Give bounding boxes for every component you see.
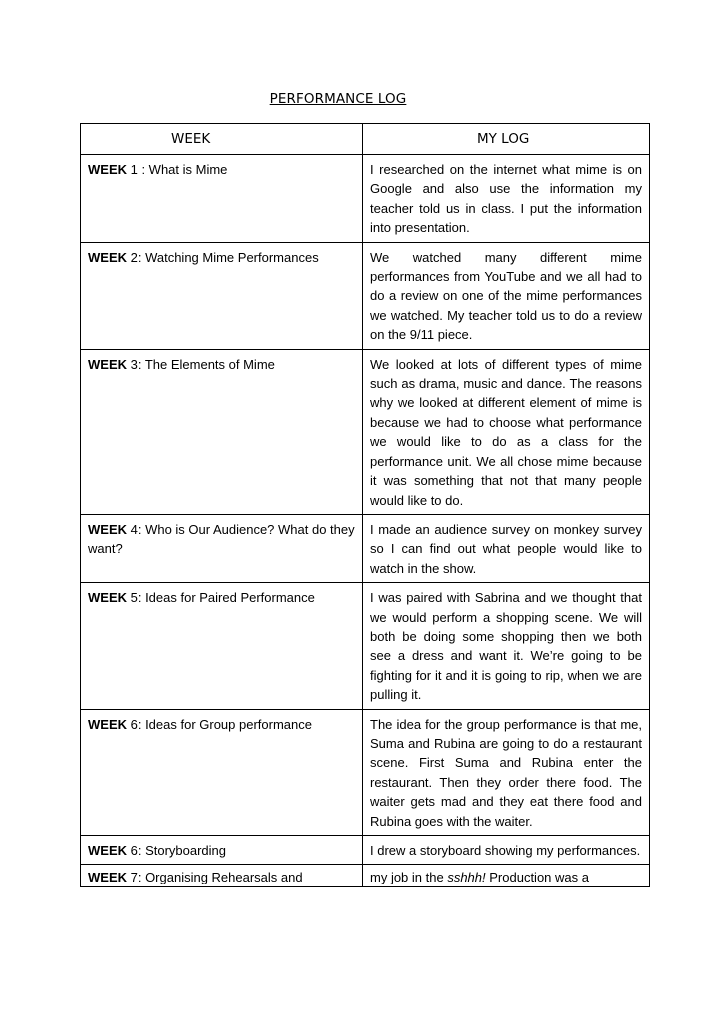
- table-row: [81, 242, 650, 349]
- log-cell: I made an audience survey on monkey survey so I can find out what people would like to watch in the show.: [363, 514, 650, 582]
- week-label: WEEK: [88, 870, 127, 885]
- week-title: 7: Organising Rehearsals and: [127, 870, 303, 885]
- week-header-label: WEEK: [171, 131, 211, 147]
- log-text: my job in the: [370, 870, 448, 885]
- week-label: WEEK: [88, 356, 127, 372]
- log-cell: I was paired with Sabrina and we thought that we would perform a shopping scene. We will both be doing some shopping then we both see a dress and want it. We’re going to be fighting for it and it is going to rip, when we are pulling it.: [363, 583, 650, 709]
- week-cell: [81, 865, 363, 887]
- week-title: 6: Ideas for Group performance: [127, 716, 312, 732]
- week-cell: [81, 514, 363, 582]
- week-title: 5: Ideas for Paired Performance: [127, 590, 315, 606]
- week-label: WEEK: [88, 521, 127, 537]
- table-row: [81, 583, 650, 709]
- week-title: 4: Who is Our Audience? What do they want?: [88, 521, 355, 557]
- week-label: WEEK: [88, 716, 127, 732]
- week-label: WEEK: [88, 162, 127, 177]
- week-cell: [81, 836, 363, 865]
- table-header-row: [81, 124, 650, 155]
- page-title: PERFORMANCE LOG: [269, 91, 407, 107]
- week-cell: [81, 242, 363, 349]
- week-title: 2: Watching Mime Performances: [127, 249, 319, 265]
- table-row: [81, 865, 650, 887]
- week-label: WEEK: [88, 590, 127, 606]
- performance-log-table: [80, 123, 650, 887]
- week-cell: [81, 583, 363, 709]
- week-title: 6: Storyboarding: [127, 843, 227, 858]
- table-row: [81, 709, 650, 835]
- table-row: [81, 514, 650, 582]
- log-cell: The idea for the group performance is that me, Suma and Rubina are going to do a restaurant scene. First Suma and Rubina enter the restaurant. Then they order there food. The waiter gets mad and they eat there food and Rubina goes with the waiter.: [363, 709, 650, 835]
- log-cell: I researched on the internet what mime is on Google and also use the information my teacher told us in class. I put the information into presentation.: [363, 155, 650, 243]
- week-label: WEEK: [88, 249, 127, 265]
- week-cell: [81, 709, 363, 835]
- week-column-header: [81, 124, 363, 155]
- log-cell: We looked at lots of different types of mime such as drama, music and dance. The reasons why we looked at different element of mime is because we had to choose what performance we would like to do as a class for the performance unit. We all chose mime because it was something that not that many people would like to do.: [363, 349, 650, 514]
- log-cell: We watched many different mime performances from YouTube and we all had to do a review on one of the mime performances we watched. My teacher told us to do a review on the 9/11 piece.: [363, 242, 650, 349]
- table-row: [81, 836, 650, 865]
- week-label: WEEK: [88, 843, 127, 858]
- log-column-header: [363, 124, 650, 155]
- week-title: 3: The Elements of Mime: [127, 356, 275, 372]
- table-row: [81, 349, 650, 514]
- week-cell: [81, 349, 363, 514]
- table-row: [81, 155, 650, 243]
- production-title: sshhh!: [447, 870, 486, 885]
- log-cell: [363, 865, 650, 887]
- log-header-label: MY LOG: [477, 131, 530, 147]
- week-cell: [81, 155, 363, 243]
- log-cell: I drew a storyboard showing my performances.: [363, 836, 650, 865]
- week-title: 1 : What is Mime: [127, 162, 228, 177]
- log-text: Production was a: [485, 870, 589, 885]
